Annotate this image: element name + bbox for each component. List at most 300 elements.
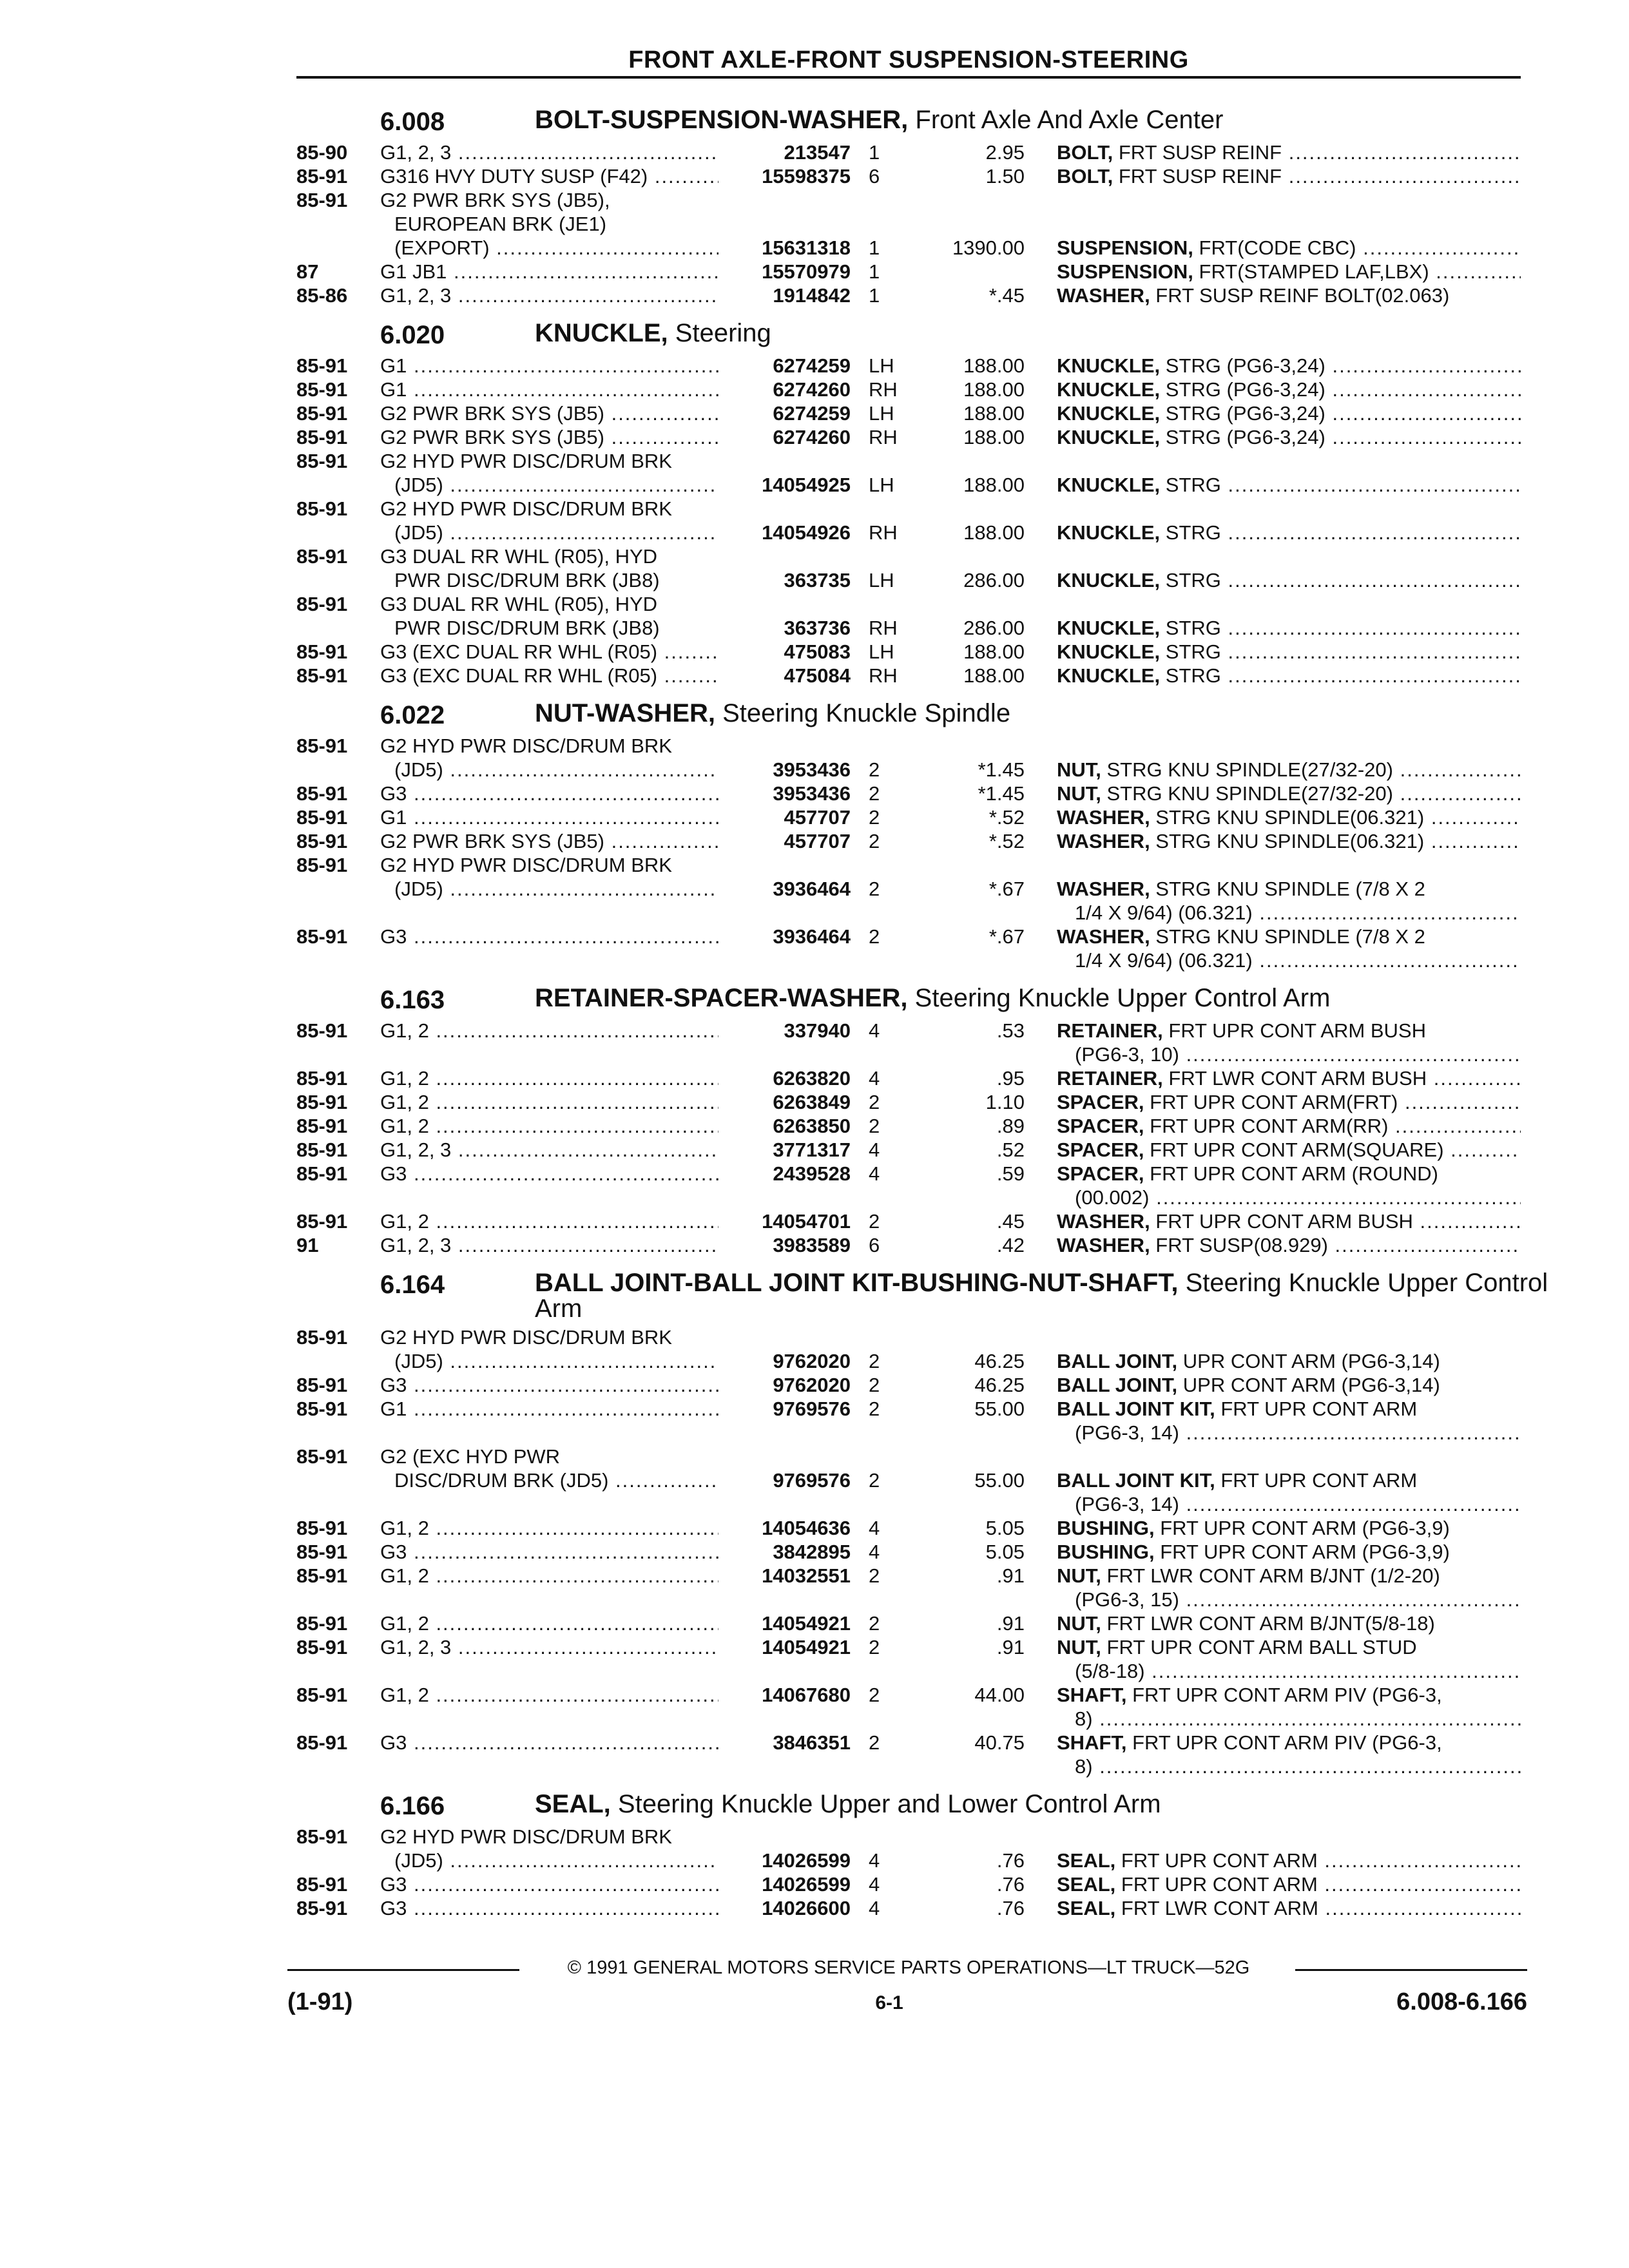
description-noun: SEAL, [1057,1849,1116,1872]
usage-cell [380,284,718,307]
section-title [535,700,1010,726]
section-title-rest: Steering Knuckle Upper Control Arm [907,984,1331,1012]
usage-leader [407,1162,718,1185]
model-years: 85-91 [296,1019,348,1042]
description-text: FRT UPR CONT ARM [1215,1469,1418,1492]
section-number: 6.163 [380,986,445,1014]
description-cont-text: (PG6-3, 14) ..... [1075,1421,1521,1444]
model-years: 85-91 [296,593,348,615]
quantity: 2 [869,1564,880,1587]
table-row [0,1043,1629,1066]
usage-cell [394,568,718,592]
usage-leader [608,1469,718,1492]
description-noun: WASHER, [1057,925,1150,948]
table-row [0,140,1629,164]
table-row [0,164,1629,188]
table-row [0,568,1629,592]
quantity: LH [869,402,894,425]
usage-leader [429,1612,718,1635]
section-number: 6.008 [380,108,445,136]
usage-leader [429,1210,718,1233]
usage-text: G1, 2, 3 [380,141,452,164]
part-number: 6263849 [773,1091,851,1113]
usage-leader [407,1541,718,1563]
part-number: 3846351 [773,1731,851,1754]
part-number: 14054636 [762,1517,851,1539]
description-noun: WASHER, [1057,878,1150,900]
quantity: 2 [869,1469,880,1492]
description-noun: BUSHING, [1057,1541,1155,1563]
description-cont-text: (PG6-3, 10) ..... [1075,1043,1521,1066]
part-number: 14054921 [762,1636,851,1658]
usage-text: G1 [380,378,407,401]
description-noun: SHAFT, [1057,1731,1127,1754]
model-years: 85-91 [296,854,348,876]
price: .76 [996,1897,1025,1919]
description-text: FRT UPR CONT ARM BUSH [1162,1019,1426,1042]
usage-text: G3 DUAL RR WHL (R05), HYD [380,545,658,568]
table-row [0,853,1629,877]
price: 5.05 [985,1541,1025,1563]
usage-leader [407,1731,718,1754]
part-number: 14032551 [762,1564,851,1587]
model-years: 85-91 [296,545,348,568]
usage-text: G1, 2 [380,1517,429,1539]
part-number: 1914842 [773,284,851,307]
section-header [0,1791,1629,1821]
table-row [0,734,1629,758]
table-row [0,1872,1629,1896]
description-text: FRT SUSP(08.929) ..... [1150,1234,1521,1256]
price: 1.50 [985,165,1025,187]
table-row [0,1896,1629,1920]
quantity: LH [869,569,894,591]
usage-cell [380,1516,718,1540]
price: 44.00 [974,1684,1025,1706]
usage-leader [429,1067,718,1090]
description-text: STRG KNU SPINDLE(27/32-20) ..... [1101,758,1521,781]
quantity: 4 [869,1139,880,1161]
usage-cell [380,425,718,449]
quantity: 2 [869,830,880,852]
price: 188.00 [963,402,1025,425]
description-noun: BALL JOINT, [1057,1350,1178,1372]
description-cell [1057,1349,1521,1373]
model-years: 85-91 [296,664,348,687]
section-title-rest: Front Axle And Axle Center [908,106,1224,134]
usage-leader [657,664,718,687]
usage-cell [380,925,718,948]
model-years: 85-91 [296,1067,348,1090]
description-text: FRT UPR CONT ARM PIV (PG6-3, [1126,1684,1442,1706]
description-text: STRG ..... [1160,664,1521,687]
description-text: UPR CONT ARM (PG6-3,14) [1177,1374,1440,1396]
price: .76 [996,1873,1025,1896]
description-text: FRT LWR CONT ARM BUSH ..... [1163,1067,1521,1090]
description-cell [1057,829,1521,853]
section-title [535,107,1223,133]
usage-text: G3 [380,782,407,805]
description-continuation [1075,1186,1521,1209]
section-header [0,1270,1629,1321]
part-number: 3983589 [773,1234,851,1256]
description-noun: KNUCKLE, [1057,354,1161,377]
part-number: 9769576 [773,1469,851,1492]
part-number: 14054921 [762,1612,851,1635]
table-row [0,901,1629,925]
usage-leader [451,141,718,164]
price: 286.00 [963,617,1025,639]
quantity: 2 [869,1374,880,1396]
part-number: 457707 [784,830,851,852]
usage-text: G2 HYD PWR DISC/DRUM BRK [380,497,672,520]
usage-leader [443,1849,718,1872]
description-cell [1057,354,1521,378]
description-noun: SUSPENSION, [1057,260,1193,283]
part-number: 475084 [784,664,851,687]
usage-text: G1, 2 [380,1684,429,1706]
usage-cell [380,734,718,758]
quantity: LH [869,474,894,496]
usage-cell [380,1731,718,1754]
price: *.45 [988,284,1025,307]
description-noun: WASHER, [1057,1210,1150,1233]
usage-text: (JD5) [394,1849,443,1872]
description-noun: RETAINER, [1057,1019,1163,1042]
description-text: STRG ..... [1160,569,1521,591]
description-noun: KNUCKLE, [1057,402,1161,425]
model-years: 85-91 [296,1825,348,1848]
price: *.67 [988,925,1025,948]
quantity: 4 [869,1162,880,1185]
description-text: FRT UPR CONT ARM BALL STUD [1101,1636,1417,1658]
price: *.67 [988,878,1025,900]
quantity: 2 [869,782,880,805]
description-noun: BOLT, [1057,165,1113,187]
description-text: STRG KNU SPINDLE (7/8 X 2 [1150,925,1425,948]
description-noun: KNUCKLE, [1057,521,1161,544]
description-cell [1057,1233,1521,1257]
price: 55.00 [974,1398,1025,1420]
usage-cell [380,782,718,805]
part-number: 3842895 [773,1541,851,1563]
usage-text: G2 HYD PWR DISC/DRUM BRK [380,1825,672,1848]
usage-leader [407,354,718,377]
price: 188.00 [963,354,1025,377]
description-cont-text: 1/4 X 9/64) (06.321) ..... [1075,901,1521,924]
description-text: FRT UPR CONT ARM(FRT) ..... [1144,1091,1521,1113]
description-cell [1057,1138,1521,1162]
usage-text: G1, 2 [380,1067,429,1090]
footer-section-range: 6.008-6.166 [1396,1988,1527,2015]
part-number: 14026599 [762,1873,851,1896]
usage-cell [380,1397,718,1421]
price: *1.45 [978,758,1025,781]
quantity: LH [869,354,894,377]
section-title-rest: Steering Knuckle Spindle [715,699,1011,727]
description-text: STRG (PG6-3,24) ..... [1160,354,1521,377]
description-text: UPR CONT ARM (PG6-3,14) [1177,1350,1440,1372]
description-noun: BALL JOINT, [1057,1374,1178,1396]
description-cell [1057,140,1521,164]
usage-leader [407,925,718,948]
usage-text: G3 DUAL RR WHL (R05), HYD [380,593,658,615]
table-row [0,1754,1629,1778]
table-row [0,877,1629,901]
description-text: STRG ..... [1160,474,1521,496]
usage-text: (JD5) [394,1350,443,1372]
description-cell [1057,1872,1521,1896]
table-row [0,1209,1629,1233]
part-number: 14026600 [762,1897,851,1919]
model-years: 85-91 [296,830,348,852]
part-number: 3771317 [773,1139,851,1161]
table-row [0,473,1629,497]
price: .89 [996,1115,1025,1137]
section-title-noun: BOLT-SUSPENSION-WASHER, [535,106,909,134]
section-title-noun: BALL JOINT-BALL JOINT KIT-BUSHING-NUT-SHAFT, [535,1269,1179,1297]
usage-text: G3 [380,925,407,948]
usage-text: G1, 2 [380,1564,429,1587]
usage-leader [407,378,718,401]
description-noun: BOLT, [1057,141,1113,164]
usage-leader [407,1897,718,1919]
description-text: STRG KNU SPINDLE(06.321) ..... [1150,830,1521,852]
description-cell [1057,925,1521,948]
section-title-noun: RETAINER-SPACER-WASHER, [535,984,908,1012]
quantity: 2 [869,1350,880,1372]
usage-cell [380,664,718,687]
description-cont-text: (PG6-3, 15) ..... [1075,1588,1521,1611]
description-text: FRT LWR CONT ARM B/JNT (1/2-20) [1101,1564,1440,1587]
description-cell [1057,1114,1521,1138]
model-years: 85-91 [296,426,348,448]
usage-text: DISC/DRUM BRK (JD5) [394,1469,609,1492]
quantity: RH [869,378,898,401]
description-noun: WASHER, [1057,284,1150,307]
usage-cell [394,877,718,901]
usage-cell [380,1896,718,1920]
model-years: 85-91 [296,1091,348,1113]
description-cell [1057,401,1521,425]
usage-text: (JD5) [394,521,443,544]
usage-cell [380,1138,718,1162]
table-row [0,782,1629,805]
section-title [535,1270,1579,1321]
part-number: 6274259 [773,402,851,425]
quantity: LH [869,640,894,663]
part-number: 3936464 [773,878,851,900]
part-number: 3936464 [773,925,851,948]
table-row [0,1635,1629,1659]
description-continuation [1075,1754,1521,1778]
price: .91 [996,1564,1025,1587]
description-cell [1057,236,1521,260]
model-years: 85-91 [296,1517,348,1539]
usage-leader [447,260,718,283]
usage-leader [648,165,718,187]
part-number: 6274260 [773,426,851,448]
table-row [0,1325,1629,1349]
price: 46.25 [974,1374,1025,1396]
price: 188.00 [963,664,1025,687]
description-cell [1057,164,1521,188]
part-number: 15570979 [762,260,851,283]
description-text: FRT SUSP REINF ..... [1113,165,1521,187]
price: 40.75 [974,1731,1025,1754]
quantity: 2 [869,1731,880,1754]
section-title [535,320,771,346]
section-6-020 [0,320,1629,687]
quantity: 2 [869,1684,880,1706]
usage-leader [407,1873,718,1896]
usage-cell [380,544,718,568]
description-cell [1057,758,1521,782]
table-row [0,1468,1629,1492]
usage-text: G3 [380,1731,407,1754]
model-years: 85-91 [296,402,348,425]
table-row [0,925,1629,948]
section-number: 6.164 [380,1271,445,1299]
description-cell [1057,1162,1521,1186]
quantity: RH [869,664,898,687]
table-row [0,1564,1629,1588]
description-noun: KNUCKLE, [1057,640,1161,663]
table-row [0,425,1629,449]
quantity: RH [869,617,898,639]
usage-text: G2 PWR BRK SYS (JB5) [380,402,604,425]
usage-text: G2 PWR BRK SYS (JB5) [380,426,604,448]
description-cell [1057,378,1521,401]
usage-leader [407,1374,718,1396]
description-cont-text: (PG6-3, 14) ..... [1075,1493,1521,1515]
usage-cell [380,1325,718,1349]
part-number: 3953436 [773,782,851,805]
usage-leader [451,1636,718,1658]
usage-cell [394,521,718,544]
usage-cell [380,260,718,284]
table-row [0,449,1629,473]
description-text: FRT UPR CONT ARM(RR) ..... [1144,1115,1521,1137]
description-noun: KNUCKLE, [1057,569,1161,591]
usage-leader [451,1139,718,1161]
usage-text: G2 HYD PWR DISC/DRUM BRK [380,450,672,472]
description-text: STRG ..... [1160,640,1521,663]
usage-cell [380,1114,718,1138]
description-noun: BUSHING, [1057,1517,1155,1539]
usage-cell [380,1564,718,1588]
usage-cell [380,1209,718,1233]
description-noun: SHAFT, [1057,1684,1127,1706]
description-continuation [1075,1588,1521,1611]
description-text: FRT UPR CONT ARM (PG6-3,9) [1154,1541,1450,1563]
description-text: FRT UPR CONT ARM ..... [1115,1873,1521,1896]
usage-text: G1, 2, 3 [380,1234,452,1256]
usage-cell [380,449,718,473]
usage-text: G1, 2 [380,1115,429,1137]
model-years: 85-91 [296,1612,348,1635]
usage-leader [429,1091,718,1113]
usage-cell [394,758,718,782]
usage-leader [451,1234,718,1256]
usage-cell [380,1090,718,1114]
description-cont-text: 1/4 X 9/64) (06.321) ..... [1075,949,1521,972]
table-row [0,521,1629,544]
part-number: 15598375 [762,165,851,187]
usage-leader [429,1115,718,1137]
part-number: 363736 [784,617,851,639]
description-text: STRG KNU SPINDLE(27/32-20) ..... [1101,782,1521,805]
quantity: 4 [869,1849,880,1872]
quantity: 2 [869,806,880,829]
description-noun: SPACER, [1057,1162,1144,1185]
usage-text: G1 [380,1398,407,1420]
section-title-noun: SEAL, [535,1790,611,1818]
price: .91 [996,1612,1025,1635]
description-noun: BALL JOINT KIT, [1057,1469,1215,1492]
part-number: 337940 [784,1019,851,1042]
usage-cell [380,1019,718,1043]
footer-rule-right [1295,1969,1527,1971]
model-years: 85-91 [296,1139,348,1161]
usage-cell [380,1635,718,1659]
table-row [0,1683,1629,1707]
quantity: 4 [869,1019,880,1042]
usage-text: G316 HVY DUTY SUSP (F42) [380,165,648,187]
model-years: 85-91 [296,782,348,805]
usage-text: PWR DISC/DRUM BRK (JB8) [394,569,660,591]
footer-page-number: 6-1 [875,1992,903,2013]
description-noun: SPACER, [1057,1091,1144,1113]
description-noun: BALL JOINT KIT, [1057,1398,1215,1420]
table-row [0,236,1629,260]
description-text: FRT(CODE CBC) ..... [1193,236,1521,259]
usage-cell [394,1849,718,1872]
footer-rule-left [287,1969,519,1971]
model-years: 85-91 [296,1731,348,1754]
parts-listing [0,94,1629,1920]
description-noun: KNUCKLE, [1057,617,1161,639]
quantity: 2 [869,1115,880,1137]
quantity: 2 [869,1636,880,1658]
usage-text: G2 HYD PWR DISC/DRUM BRK [380,735,672,757]
section-title [535,985,1330,1011]
model-years: 85-91 [296,189,348,211]
usage-cell [380,401,718,425]
usage-cell [380,829,718,853]
description-noun: SUSPENSION, [1057,236,1193,259]
usage-text: G1, 2 [380,1612,429,1635]
usage-text: G2 HYD PWR DISC/DRUM BRK [380,1326,672,1349]
part-number: 14026599 [762,1849,851,1872]
price: 2.95 [985,141,1025,164]
table-row [0,758,1629,782]
price: .53 [996,1019,1025,1042]
description-text: FRT SUSP REINF BOLT(02.063) [1150,284,1450,307]
usage-leader [443,758,718,781]
description-continuation [1075,1421,1521,1445]
section-6-164 [0,1270,1629,1778]
table-row [0,212,1629,236]
model-years: 85-91 [296,1873,348,1896]
part-number: 6263820 [773,1067,851,1090]
footer-copyright: © 1991 GENERAL MOTORS SERVICE PARTS OPERATIONS—LT TRUCK—52G [567,1957,1250,1978]
price: 188.00 [963,521,1025,544]
usage-text: G2 (EXC HYD PWR [380,1445,561,1468]
section-title-rest: Steering Knuckle Upper Control Arm [535,1269,1548,1323]
price: 46.25 [974,1350,1025,1372]
model-years: 85-91 [296,1564,348,1587]
